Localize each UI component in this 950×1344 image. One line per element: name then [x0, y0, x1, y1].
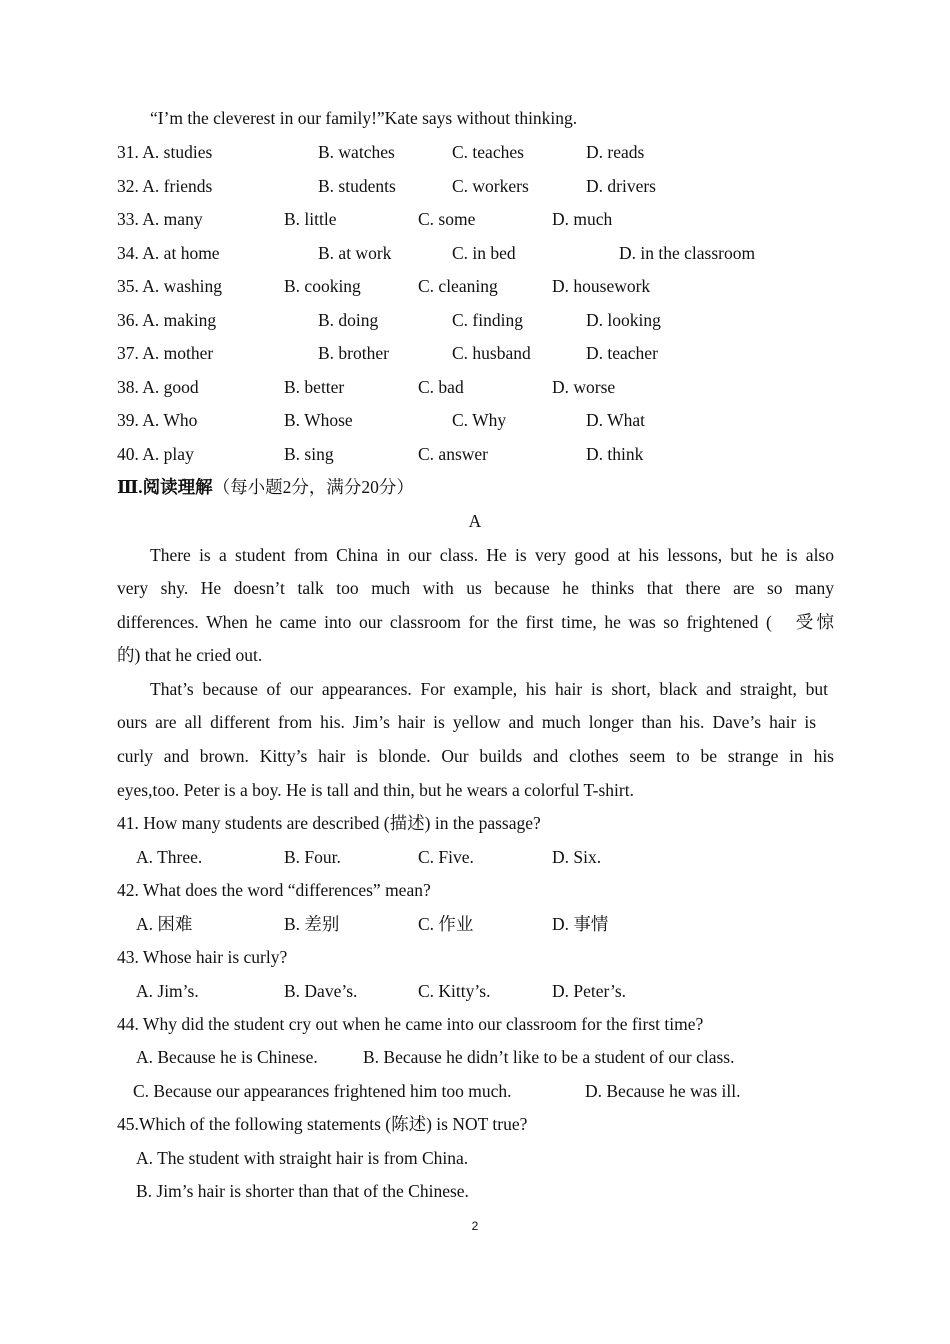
question-44: 44. Why did the student cry out when he came into our classroom for the first time?: [117, 1014, 704, 1034]
q40-b: B. sing: [284, 444, 334, 464]
q32-c: C. workers: [452, 176, 529, 196]
q35-c: C. cleaning: [418, 276, 498, 296]
q36-b: B. doing: [318, 310, 379, 330]
q34-c: C. in bed: [452, 243, 516, 263]
q39-d: D. What: [586, 410, 645, 430]
q34-d: D. in the classroom: [619, 243, 756, 263]
q36-c: C. finding: [452, 310, 523, 330]
q40-d: D. think: [586, 444, 644, 464]
q40-a: 40. A. play: [117, 444, 194, 464]
passage-line: There is a student from China in our class. He is very good at his lessons, but he is also: [150, 545, 834, 565]
q37-d: D. teacher: [586, 343, 658, 363]
q31-c: C. teaches: [452, 142, 524, 162]
q38-b: B. better: [284, 377, 345, 397]
q35-b: B. cooking: [284, 276, 361, 296]
question-40: [117, 444, 837, 464]
q42-a: A. 困难: [136, 914, 193, 934]
q40-c: C. answer: [418, 444, 488, 464]
q43-d: D. Peter’s.: [552, 981, 627, 1001]
q44-c: C. Because our appearances frightened him too much.: [133, 1081, 512, 1101]
passage-line: ours are all different from his. Jim’s hair is yellow and much longer than his. Dave’s hair is: [117, 712, 816, 732]
q32-a: 32. A. friends: [117, 176, 213, 196]
q41-c: C. Five.: [418, 847, 474, 867]
question-35: [117, 276, 837, 296]
q38-d: D. worse: [552, 377, 616, 397]
q37-a: 37. A. mother: [117, 343, 214, 363]
passage-line: That’s because of our appearances. For example, his hair is short, black and straight, but: [150, 679, 828, 699]
q43-a: A. Jim’s.: [136, 981, 199, 1001]
q41-a: A. Three.: [136, 847, 203, 867]
q42-b: B. 差别: [284, 914, 340, 934]
passage-line: differences. When he came into our classroom for the first time, he was so frightened ( 受惊: [117, 612, 834, 632]
q43-c: C. Kitty’s.: [418, 981, 491, 1001]
q41-d: D. Six.: [552, 847, 602, 867]
question-36: [117, 310, 837, 330]
question-42: 42. What does the word “differences” mean?: [117, 880, 431, 900]
q41-b: B. Four.: [284, 847, 341, 867]
q35-a: 35. A. washing: [117, 276, 223, 296]
q43-options: [136, 981, 836, 1001]
question-31: [117, 142, 837, 162]
q38-a: 38. A. good: [117, 377, 199, 397]
question-32: [117, 176, 837, 196]
q44-a: A. Because he is Chinese.: [136, 1047, 318, 1067]
question-38: [117, 377, 837, 397]
q37-c: C. husband: [452, 343, 531, 363]
q44-options-row2: [133, 1081, 833, 1101]
page-number: 2: [471, 1219, 479, 1233]
q39-c: C. Why: [452, 410, 507, 430]
q39-a: 39. A. Who: [117, 410, 198, 430]
q43-b: B. Dave’s.: [284, 981, 358, 1001]
q34-b: B. at work: [318, 243, 392, 263]
section-heading: [117, 477, 414, 497]
passage-line: 的) that he cried out.: [117, 645, 263, 665]
q33-d: D. much: [552, 209, 613, 229]
q31-d: D. reads: [586, 142, 645, 162]
q32-d: D. drivers: [586, 176, 656, 196]
q35-d: D. housework: [552, 276, 651, 296]
question-43: 43. Whose hair is curly?: [117, 947, 288, 967]
q45-b: B. Jim’s hair is shorter than that of the Chinese.: [136, 1181, 469, 1201]
question-34: [117, 243, 837, 263]
q39-b: B. Whose: [284, 410, 353, 430]
passage-line: curly and brown. Kitty’s hair is blonde. Our builds and clothes seem to be strange in his: [117, 746, 834, 766]
q37-b: B. brother: [318, 343, 389, 363]
q44-d: D. Because he was ill.: [585, 1081, 741, 1101]
q42-options: [136, 914, 836, 934]
passage-line: very shy. He doesn’t talk too much with us because he thinks that there are so many: [117, 578, 834, 598]
question-41: 41. How many students are described (描述) in the passage?: [117, 813, 541, 833]
q45-a: A. The student with straight hair is from China.: [136, 1148, 469, 1168]
passage-line: eyes,too. Peter is a boy. He is tall and thin, but he wears a colorful T-shirt.: [117, 780, 634, 800]
question-33: [117, 209, 837, 229]
q31-b: B. watches: [318, 142, 395, 162]
q34-a: 34. A. at home: [117, 243, 220, 263]
q41-options: [136, 847, 836, 867]
q42-c: C. 作业: [418, 914, 474, 934]
q36-d: D. looking: [586, 310, 661, 330]
q44-b: B. Because he didn’t like to be a student of our class.: [363, 1047, 735, 1067]
q33-c: C. some: [418, 209, 476, 229]
question-45: 45.Which of the following statements (陈述) is NOT true?: [117, 1114, 528, 1134]
question-37: [117, 343, 837, 363]
q33-b: B. little: [284, 209, 337, 229]
question-39: [117, 410, 837, 430]
q38-c: C. bad: [418, 377, 464, 397]
intro-line: “I’m the cleverest in our family!”Kate says without thinking.: [150, 108, 578, 128]
q32-b: B. students: [318, 176, 396, 196]
section-title: Ⅲ.阅读理解: [117, 477, 213, 497]
passage-label: A: [468, 511, 482, 531]
q33-a: 33. A. many: [117, 209, 203, 229]
q42-d: D. 事情: [552, 914, 609, 934]
q31-a: 31. A. studies: [117, 142, 213, 162]
q36-a: 36. A. making: [117, 310, 217, 330]
section-note: （每小题2分，满分20分）: [212, 477, 414, 497]
q44-options-row1: [136, 1047, 836, 1067]
